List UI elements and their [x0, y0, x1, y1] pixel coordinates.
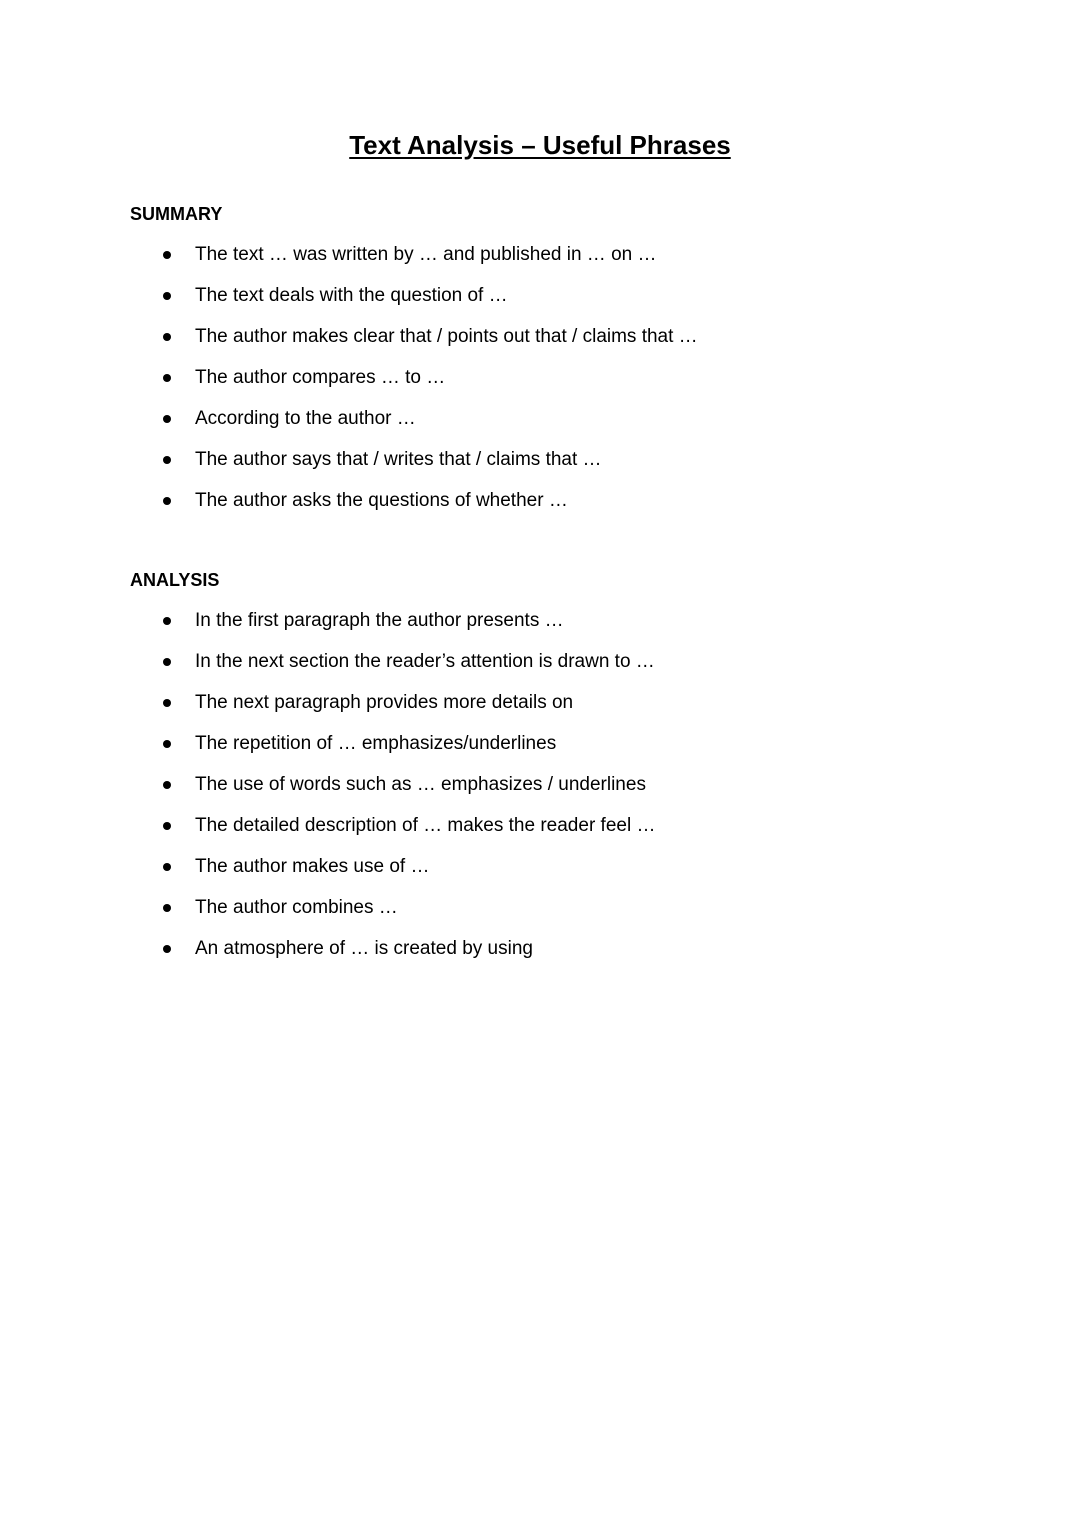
list-item [130, 732, 1010, 773]
phrase-text: The author combines … [195, 897, 398, 918]
phrase-text: The detailed description of … makes the reader feel … [195, 815, 656, 836]
phrase-text: According to the author … [195, 408, 416, 429]
list-item [130, 650, 1010, 691]
bullet-icon [163, 617, 171, 625]
bullet-icon [163, 822, 171, 830]
section-heading-analysis: ANALYSIS [130, 570, 220, 590]
list-item [130, 366, 1010, 407]
phrase-text: The text deals with the question of … [195, 285, 508, 306]
phrase-text: The author makes use of … [195, 856, 430, 877]
phrase-text: The author asks the questions of whether … [195, 490, 568, 511]
list-item [130, 896, 1010, 937]
phrase-text: An atmosphere of … is created by using [195, 938, 533, 959]
list-item [130, 489, 1010, 530]
bullet-icon [163, 251, 171, 259]
bullet-icon [163, 497, 171, 505]
phrase-text: The author says that / writes that / claims that … [195, 449, 602, 470]
bullet-icon [163, 904, 171, 912]
list-item [130, 243, 1010, 284]
phrase-text: The text … was written by … and published in … on … [195, 244, 657, 265]
bullet-icon [163, 945, 171, 953]
page-title: Text Analysis – Useful Phrases [349, 130, 731, 160]
list-item [130, 855, 1010, 896]
phrase-text: The repetition of … emphasizes/underlines [195, 733, 557, 754]
list-item [130, 609, 1010, 650]
phrase-text: In the next section the reader’s attention is drawn to … [195, 651, 655, 672]
bullet-icon [163, 658, 171, 666]
bullet-icon [163, 699, 171, 707]
analysis-phrase-list [130, 609, 1010, 978]
bullet-icon [163, 781, 171, 789]
list-item [130, 325, 1010, 366]
bullet-icon [163, 292, 171, 300]
bullet-icon [163, 415, 171, 423]
list-item [130, 691, 1010, 732]
list-item [130, 407, 1010, 448]
list-item [130, 773, 1010, 814]
phrase-text: The use of words such as … emphasizes / underlines [195, 774, 646, 795]
section-summary [130, 202, 1010, 530]
bullet-icon [163, 456, 171, 464]
bullet-icon [163, 374, 171, 382]
section-analysis [130, 568, 1010, 978]
phrase-text: In the first paragraph the author presents … [195, 610, 564, 631]
phrase-text: The author makes clear that / points out that / claims that … [195, 326, 698, 347]
section-heading-summary: SUMMARY [130, 204, 223, 224]
list-item [130, 937, 1010, 978]
list-item [130, 814, 1010, 855]
summary-phrase-list [130, 243, 1010, 530]
bullet-icon [163, 863, 171, 871]
list-item [130, 284, 1010, 325]
list-item [130, 448, 1010, 489]
bullet-icon [163, 333, 171, 341]
phrase-text: The next paragraph provides more details on [195, 692, 574, 713]
bullet-icon [163, 740, 171, 748]
phrase-text: The author compares … to … [195, 367, 446, 388]
